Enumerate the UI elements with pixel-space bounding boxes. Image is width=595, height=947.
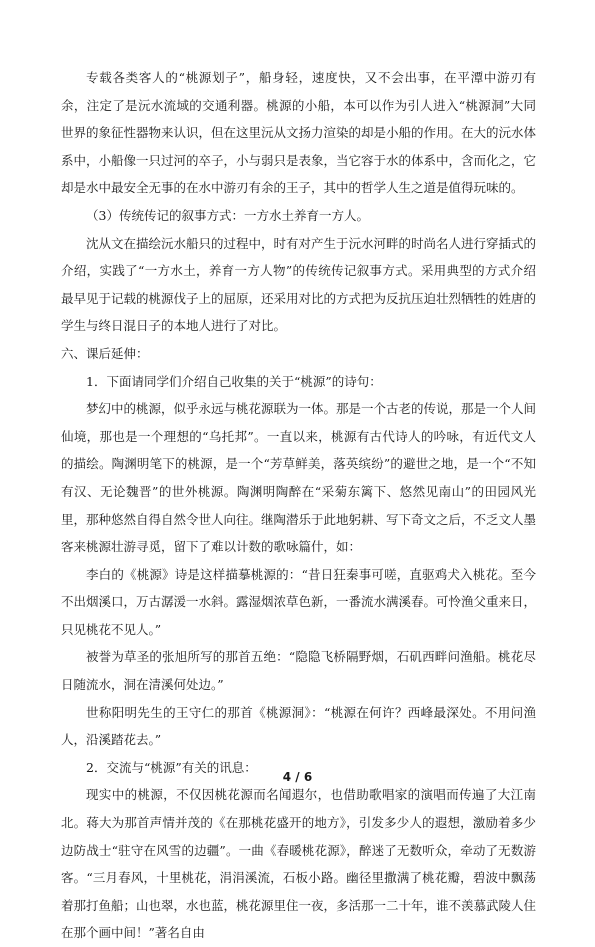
paragraph-narrative: 沈从文在描绘沅水船只的过程中，时有对产生于沅水河畔的时尚名人进行穿插式的介绍，实践了“一方水土，养育一方人物”的传统传记叙事方式。采用典型的方式介绍最早见于记载的桃源伐子上的屈原，还采用对比的方式把为反抗压迫壮烈牺牲的姓唐的学生与终日混日子的本地人进行了对比。 <box>61 235 537 334</box>
section-heading-extension: 六、课后延伸： <box>61 345 149 361</box>
task-1-heading: 1．下面请同学们介绍自己收集的关于“桃源”的诗句： <box>86 373 382 389</box>
page-body <box>61 64 536 947</box>
page-number: 4 / 6 <box>282 770 313 784</box>
paragraph-zhangxu-poem: 被誉为草圣的张旭所写的那首五绝：“隐隐飞桥隔野烟，石矶西畔问渔船。桃花尽日随流水，洞在清溪何处边。” <box>61 649 536 693</box>
paragraph-wangshouren-poem: 世称阳明先生的王守仁的那首《桃源洞》：“桃源在何许？西峰最深处。不用问渔人，沿溪踏花去。” <box>61 704 536 748</box>
subheading-narrative: （3）传统传记的叙事方式：一方水土养育一方人。 <box>86 207 369 223</box>
paragraph-boat: 专载各类客人的“桃源划子”，船身轻，速度快，又不会出事，在平潭中游刃有余，注定了是沅水流域的交通利器。桃源的小船，本可以作为引人进入“桃源洞”大同世界的象征性器物来认识，但在这里沅从文扬力渲染的却是小船的作用。在大的沅水体系中，小船像一只过河的卒子，小与弱只是表象，当它容于水的体系中，含而化之，它却是水中最安全无事的在水中游刃有余的王子，其中的哲学人生之道是值得玩味的。 <box>61 70 537 196</box>
paragraph-real-taoyuan: 现实中的桃源，不仅因桃花源而名闻遐尔，也借助歌唱家的演唱而传遍了大江南北。蒋大为那首声情并茂的《在那桃花盛开的地方》，引发多少人的遐想，激励着多少边防战士“驻守在风雪的边疆”。一曲《春暖桃花源》，醉迷了无数听众，牵动了无数游客。“三月春风，十里桃花，涓涓溪流，石板小路。幽径里撒满了桃花瓣，碧波中飘荡着那打鱼船；山也翠，水也蓝，桃花源里住一夜，多活那一二十年，谁不羡慕武陵人住在那个画中间！”著名自由 <box>61 787 537 941</box>
paragraph-dream-taoyuan: 梦幻中的桃源，似乎永远与桃花源联为一体。那是一个古老的传说，那是一个人间仙境，那也是一个理想的“乌托邦”。一直以来，桃源有古代诗人的吟咏，有近代文人的描绘。陶渊明笔下的桃源，是一个“芳草鲜美，落英缤纷”的避世之地，是一个“不知有汉、无论魏晋”的世外桃源。陶渊明陶醉在“采菊东篱下、悠然见南山”的田园风光里，那种悠然自得自然令世人向往。继陶潜乐于此地躬耕、写下奇文之后，不乏文人墨客来桃源壮游寻觅，留下了难以计数的歌咏篇什，如： <box>61 401 537 555</box>
task-2-heading: 2．交流与“桃源”有关的讯息： <box>86 759 257 775</box>
paragraph-libai-poem: 李白的《桃源》诗是这样描摹桃源的：“昔日狂秦事可嗟，直驱鸡犬入桃花。至今不出烟溪口，万古潺湲一水斜。露湿烟浓草色新，一番流水满溪春。可怜渔父重来日，只见桃花不见人。” <box>61 566 537 637</box>
